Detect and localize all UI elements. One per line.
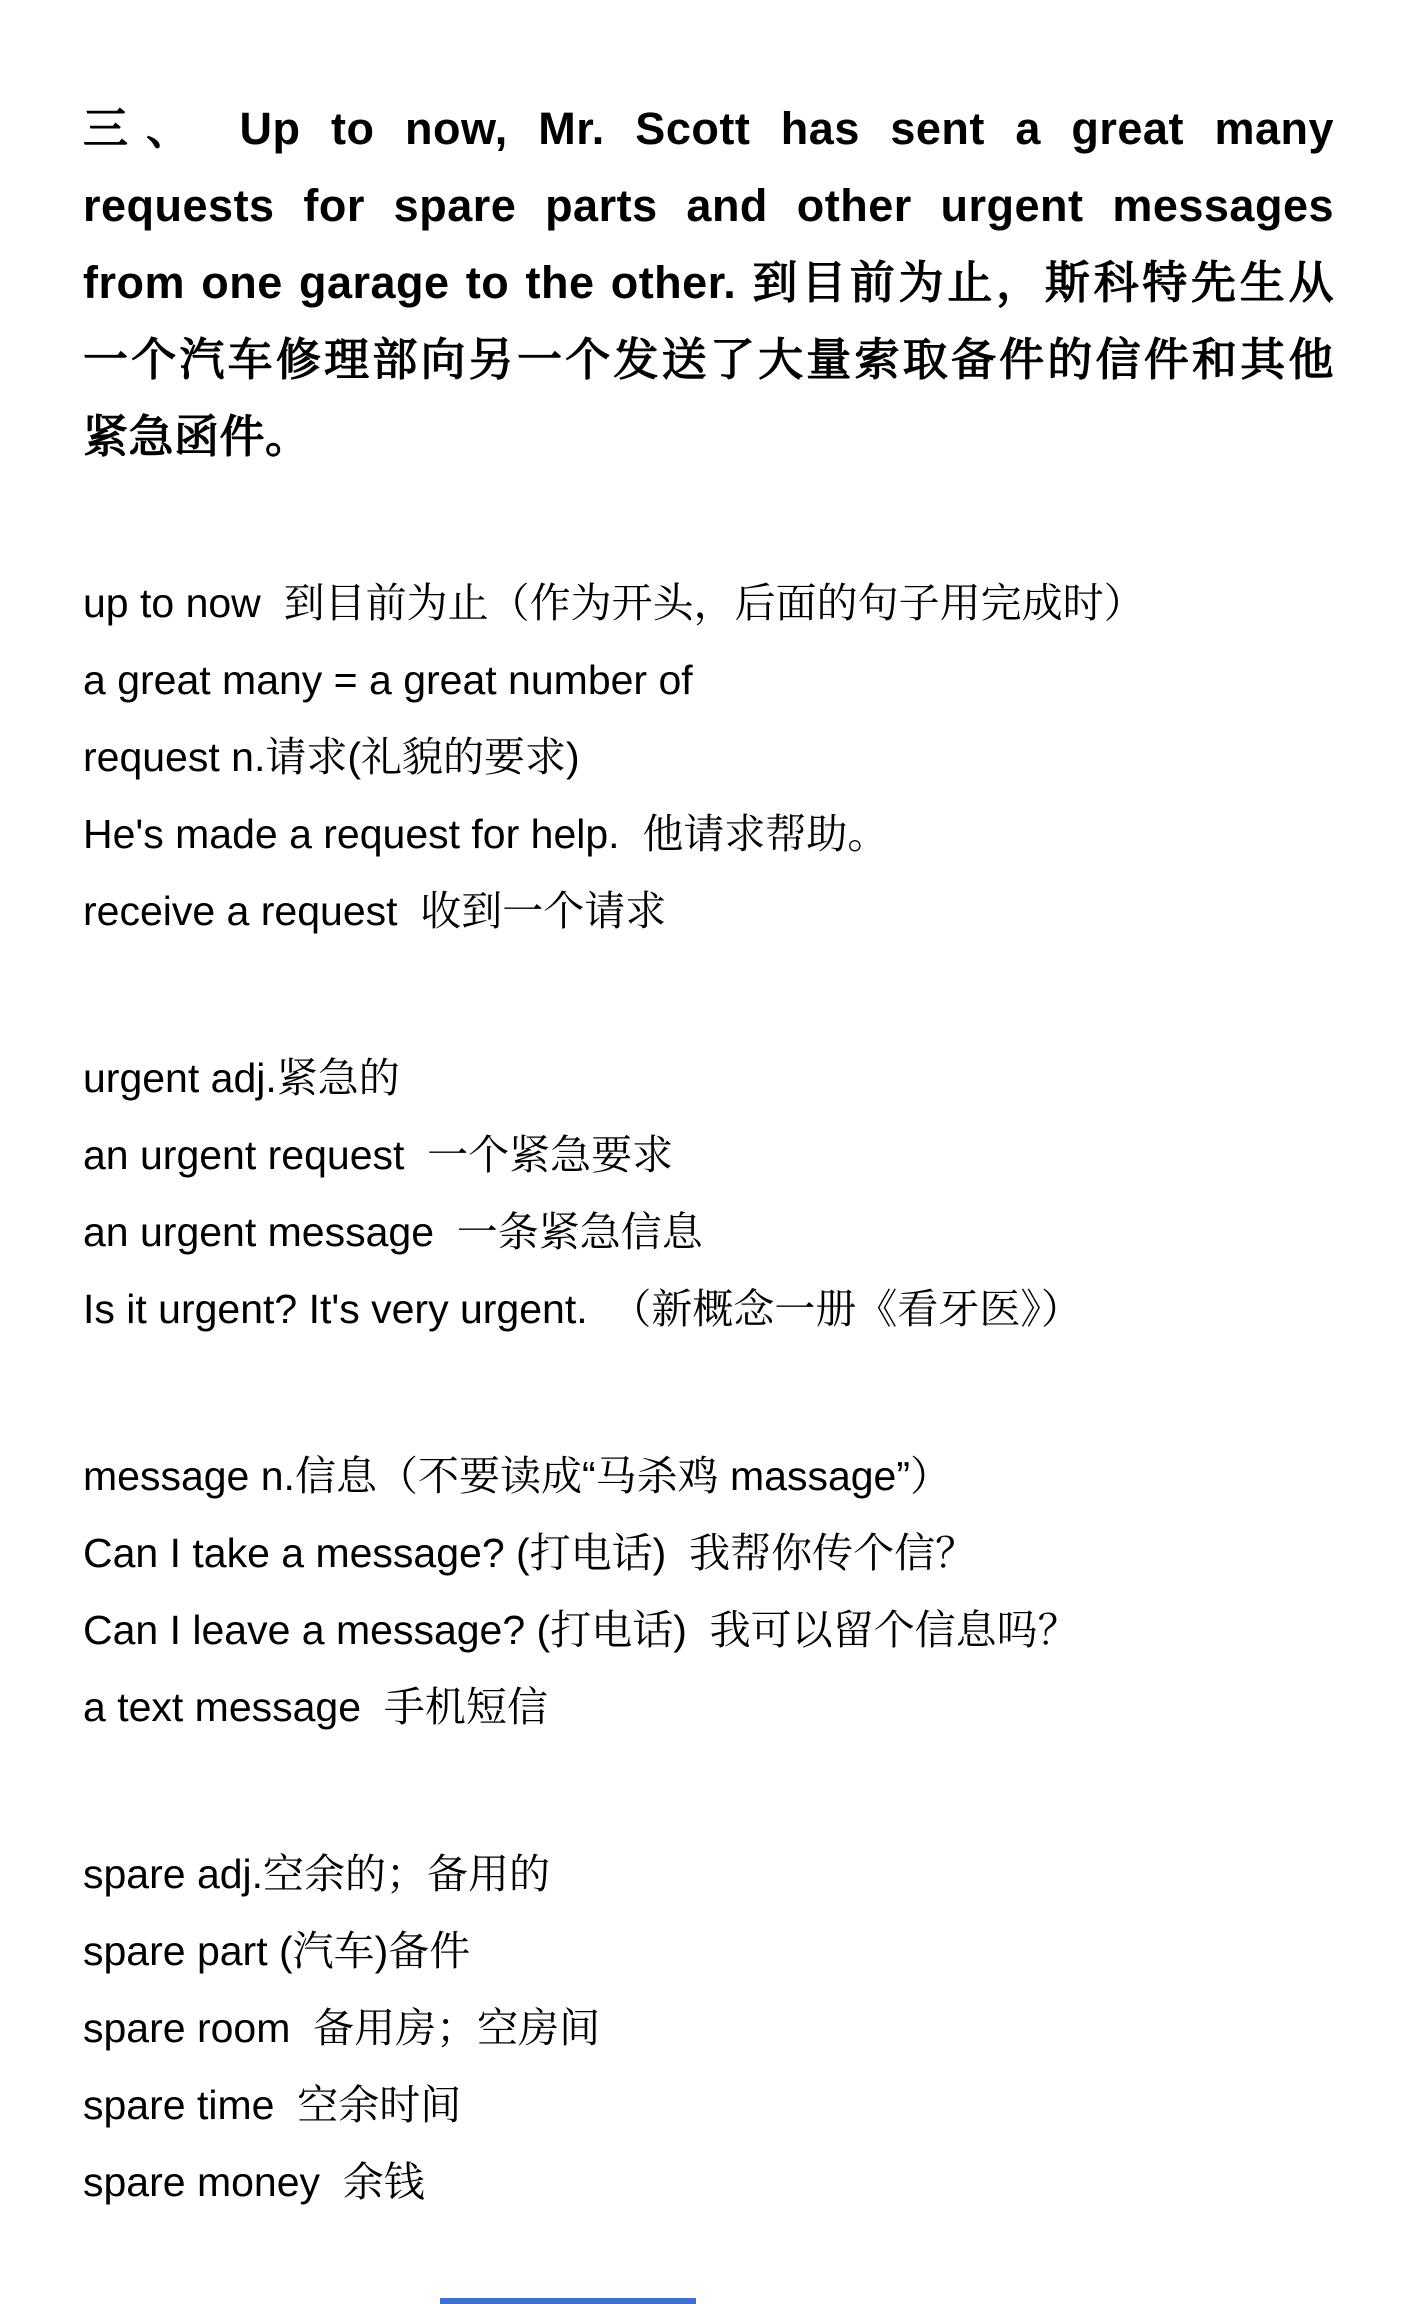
heading-line: 紧急函件。: [83, 411, 311, 462]
vocab-section-up-to-now: [83, 565, 1334, 950]
vocab-line: a text message 手机短信: [83, 1684, 548, 1730]
vocab-line: He's made a request for help. 他请求帮助。: [83, 811, 889, 857]
heading-line: 一个汽车修理部向另一个发送了大量索取备件的信件和其他: [83, 334, 1334, 385]
vocab-line: an urgent message 一条紧急信息: [83, 1209, 703, 1255]
vocab-line: request n.请求(礼貌的要求): [83, 734, 580, 780]
vocab-line: a great many = a great number of: [83, 657, 693, 703]
vocab-line: receive a request 收到一个请求: [83, 888, 667, 934]
vocab-line: message n.信息（不要读成“马杀鸡 massage”）: [83, 1453, 952, 1499]
heading-line: 三、 Up to now, Mr. Scott has sent a great many: [83, 103, 1334, 154]
vocab-line: up to now 到目前为止（作为开头，后面的句子用完成时）: [83, 580, 1145, 626]
vocab-line: spare time 空余时间: [83, 2082, 462, 2128]
vocab-section-urgent: [83, 1040, 1334, 1348]
vocab-line: Can I take a message? (打电话) 我帮你传个信？: [83, 1530, 977, 1576]
vocab-section-spare: [83, 1836, 1334, 2221]
vocab-line: spare part (汽车)备件: [83, 1928, 471, 1974]
vocab-line: spare adj.空余的；备用的: [83, 1851, 551, 1897]
vocab-section-message: [83, 1438, 1334, 1746]
lesson-heading: [83, 90, 1334, 475]
cutoff-blue-link-line[interactable]: [440, 2298, 696, 2304]
vocab-line: Is it urgent? It's very urgent. （新概念一册《看牙医》）: [83, 1286, 1082, 1332]
vocab-line: urgent adj.紧急的: [83, 1055, 400, 1101]
heading-line: from one garage to the other. 到目前为止，斯科特先生从: [83, 257, 1334, 308]
vocab-line: an urgent request 一个紧急要求: [83, 1132, 674, 1178]
vocab-line: spare money 余钱: [83, 2159, 425, 2205]
vocab-line: Can I leave a message? (打电话) 我可以留个信息吗？: [83, 1607, 1079, 1653]
heading-line: requests for spare parts and other urgent messages: [83, 180, 1334, 231]
vocab-line: spare room 备用房；空房间: [83, 2005, 601, 2051]
